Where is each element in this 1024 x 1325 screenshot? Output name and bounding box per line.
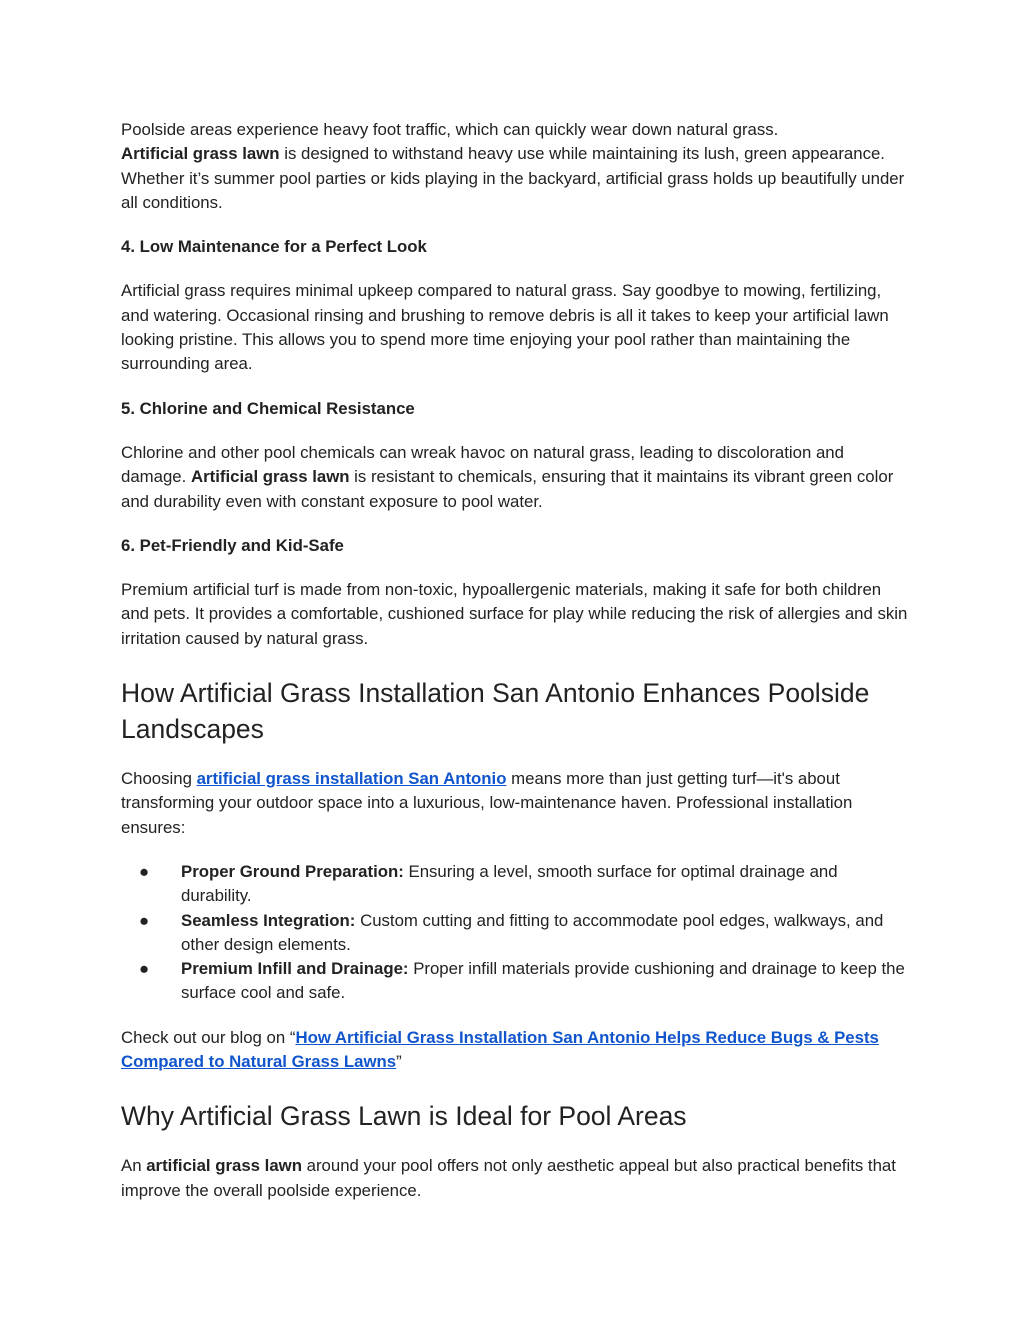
list-item [121,860,911,909]
ideal-bold-term: artificial grass lawn [146,1156,302,1176]
section5-text-after: is resistant to chemicals, ensuring that it maintains its vibrant green color and durability even with constant exposure to pool water. [121,467,894,511]
installation-paragraph [121,767,911,840]
list-item-title: Premium Infill and Drainage: [181,959,409,979]
list-item-title: Seamless Integration: [181,910,356,930]
blog-text-after: ” [396,1052,402,1072]
ideal-text-after: around your pool offers not only aesthetic appeal but also practical benefits that improve the overall poolside experience. [121,1156,896,1200]
intro-line1: Poolside areas experience heavy foot traffic, which can quickly wear down natural grass. [121,120,779,139]
blog-text-before: Check out our blog on “ [121,1027,296,1047]
document-page [121,118,911,1223]
blog-link[interactable]: How Artificial Grass Installation San Antonio Helps Reduce Bugs & Pests Compared to Natural Grass Lawns [121,1027,879,1072]
list-item-text: Custom cutting and fitting to accommodate pool edges, walkways, and other design elements. [181,910,884,954]
ideal-text-before: An [121,1156,147,1176]
installation-heading: How Artificial Grass Installation San Antonio Enhances Poolside Landscapes [121,678,870,745]
ideal-paragraph [121,1154,911,1203]
section5-bold-term: Artificial grass lawn [190,467,350,487]
section5-text-before: Chlorine and other pool chemicals can wreak havoc on natural grass, leading to discoloration and damage. [121,442,844,487]
section6-heading: 6. Pet-Friendly and Kid-Safe [121,535,344,555]
ideal-heading: Why Artificial Grass Lawn is Ideal for Pool Areas [121,1101,687,1132]
section6-paragraph: Premium artificial turf is made from non-toxic, hypoallergenic materials, making it safe for both children and pets. It provides a comfortable, cushioned surface for play while reducing the risk of allergies and skin irritation caused by natural grass. [121,580,908,648]
bullet-icon: ● [139,910,150,930]
intro-rest: is designed to withstand heavy use while maintaining its lush, green appearance. Whether it’s summer pool parties or kids playing in the backyard, artificial grass holds up beautifully under all conditions. [121,144,905,212]
installation-text-after: means more than just getting turf—it's about transforming your outdoor space into a luxurious, low-maintenance haven. Professional installation ensures: [121,769,853,837]
installation-text-before: Choosing [121,769,197,789]
section4-paragraph: Artificial grass requires minimal upkeep compared to natural grass. Say goodbye to mowing, fertilizing, and watering. Occasional rinsing and brushing to remove debris is all it takes to keep your artificial lawn looking pristine. This allows you to spend more time enjoying your pool rather than maintaining the surrounding area. [121,281,889,374]
section4-heading: 4. Low Maintenance for a Perfect Look [121,237,427,257]
installation-link[interactable]: artificial grass installation San Antonio [196,769,507,789]
bullet-icon: ● [139,959,150,979]
list-item-text: Proper infill materials provide cushioning and drainage to keep the surface cool and safe. [181,959,905,1003]
section5-heading: 5. Chlorine and Chemical Resistance [121,398,415,418]
bullet-icon: ● [139,861,150,881]
section5-paragraph [121,441,911,514]
list-item [121,957,911,1006]
blog-paragraph [121,1026,911,1075]
list-item-title: Proper Ground Preparation: [181,861,404,881]
benefits-list [121,860,911,1006]
list-item-text: Ensuring a level, smooth surface for optimal drainage and durability. [181,861,838,906]
list-item [121,909,911,958]
intro-bold-term: Artificial grass lawn [121,144,280,164]
intro-paragraph [121,118,911,215]
